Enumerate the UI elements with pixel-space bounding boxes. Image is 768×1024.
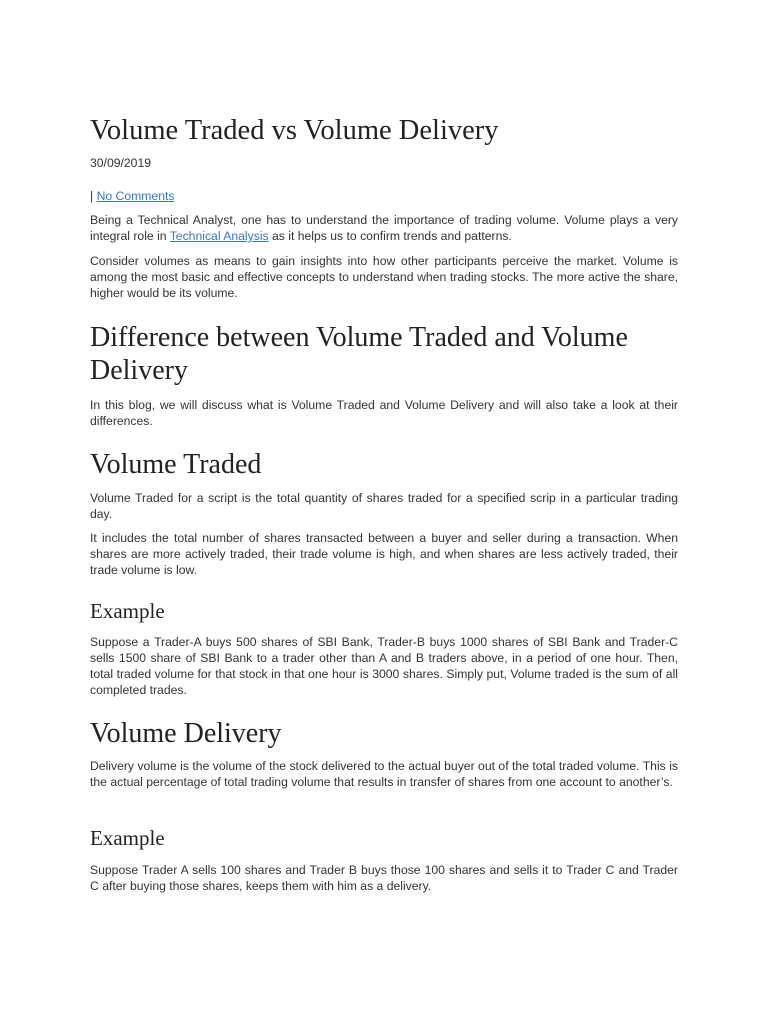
volume-delivery-example-paragraph: Suppose Trader A sells 100 shares and Trader B buys those 100 shares and sells it to Trader C and Trader C after buying those shares, keeps them with him as a delivery. — [90, 863, 678, 893]
intro-paragraph-1 — [90, 212, 678, 244]
volume-delivery-paragraph: Delivery volume is the volume of the stock delivered to the actual buyer out of the total traded volume. This is the actual percentage of total trading volume that results in transfer of shares from one account to another’s. — [90, 759, 678, 789]
intro-text-after-link: as it helps us to confirm trends and patterns. — [268, 229, 512, 243]
page-title: Volume Traded vs Volume Delivery — [90, 115, 499, 146]
example-heading-volume-traded: Example — [90, 599, 165, 623]
volume-traded-example-paragraph: Suppose a Trader-A buys 500 shares of SBI Bank, Trader-B buys 1000 shares of SBI Bank and Trader-C sells 1500 share of SBI Bank to a trader other than A and B traders above, in a period of one hour. Then, total traded volume for that stock in that one hour is 3000 shares. Simply put, Volume traded is the sum of all completed trades. — [90, 635, 678, 697]
section-heading-difference: Difference between Volume Traded and Volume Delivery — [90, 322, 628, 386]
section-heading-volume-delivery: Volume Delivery — [90, 718, 282, 749]
meta-separator: | — [90, 189, 97, 203]
post-date: 30/09/2019 — [90, 156, 151, 170]
post-meta — [90, 188, 678, 204]
technical-analysis-link[interactable]: Technical Analysis — [169, 229, 269, 243]
example-heading-volume-delivery: Example — [90, 826, 165, 850]
volume-traded-paragraph-2: It includes the total number of shares transacted between a buyer and seller during a transaction. When shares are more actively traded, their trade volume is high, and when shares are less actively traded, their trade volume is low. — [90, 531, 678, 577]
difference-paragraph: In this blog, we will discuss what is Volume Traded and Volume Delivery and will also take a look at their differences. — [90, 398, 678, 428]
section-heading-volume-traded: Volume Traded — [90, 449, 262, 480]
intro-paragraph-2: Consider volumes as means to gain insights into how other participants perceive the market. Volume is among the most basic and effective concepts to understand when trading stocks. The more active the share, higher would be its volume. — [90, 254, 678, 300]
volume-traded-paragraph-1: Volume Traded for a script is the total quantity of shares traded for a specified scrip in a particular trading day. — [90, 491, 678, 521]
comments-link[interactable]: No Comments — [96, 189, 175, 203]
intro-text-before-link: Being a Technical Analyst, one has to understand the importance of trading volume. Volume plays a very integral role in — [90, 213, 678, 243]
